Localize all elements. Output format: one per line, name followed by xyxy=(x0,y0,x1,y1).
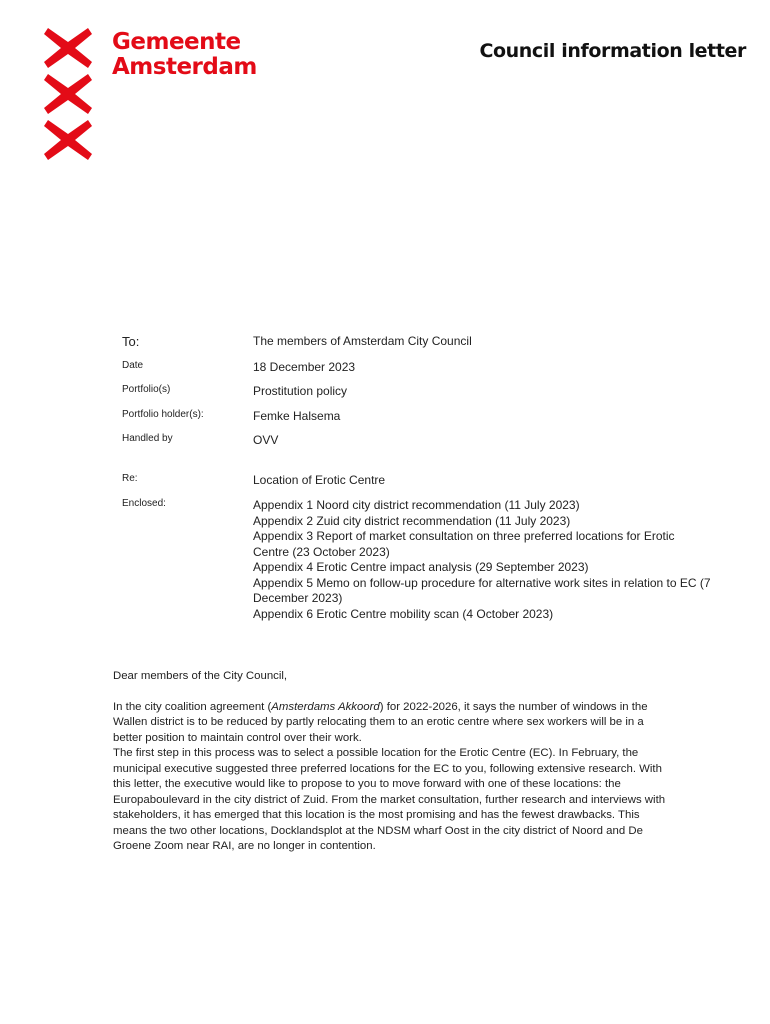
amsterdam-cross-icon xyxy=(44,120,92,160)
amsterdam-cross-icon xyxy=(44,28,92,68)
to-label: To: xyxy=(122,334,140,349)
enclosed-line: Appendix 1 Noord city district recommendation (11 July 2023) xyxy=(253,498,580,512)
portfolio-label: Portfolio(s) xyxy=(122,384,171,395)
enclosed-line: Appendix 6 Erotic Centre mobility scan (4 October 2023) xyxy=(253,606,554,621)
meta-row-holder xyxy=(122,409,742,425)
logo-crosses xyxy=(44,28,92,166)
re-value: Location of Erotic Centre xyxy=(253,472,386,487)
amsterdam-cross-icon xyxy=(44,74,92,114)
enclosed-label: Enclosed: xyxy=(122,498,166,509)
paragraph-1-end: ) for 2022-2026, it says the number of windows in the Wallen district is to be reduced by partly relocating them to an erotic centre where sex workers will be in a better position to maintain control over their work. xyxy=(113,700,648,744)
enclosed-line: Centre (23 October 2023) xyxy=(253,544,390,559)
letter-body xyxy=(113,669,673,855)
enclosed-line: Appendix 2 Zuid city district recommendation (11 July 2023) xyxy=(253,513,571,528)
logo-line-amsterdam: Amsterdam xyxy=(112,54,257,80)
date-value: 18 December 2023 xyxy=(253,359,356,374)
meta-row-enclosed xyxy=(122,498,742,622)
to-value: The members of Amsterdam City Council xyxy=(253,334,472,348)
holder-label: Portfolio holder(s): xyxy=(122,408,204,420)
logo-wordmark xyxy=(112,30,257,80)
paragraph-2: The first step in this process was to select a possible location for the Erotic Centre (EC). In February, the municipal executive suggested three preferred locations for the EC to you, following extensive research. With this letter, the executive would like to propose to you to move forward with one of these locations: the Europaboulevard in the city district of Zuid. From the market consultation, further research and interviews with stakeholders, it has emerged that this location is the most promising and has the fewest drawbacks. This means the two other locations, Docklandsplot at the NDSM wharf Oost in the city district of Noord and De Groene Zoom near RAI, are no longer in contention. xyxy=(113,747,666,852)
date-label: Date xyxy=(122,359,144,371)
handled-value: OVV xyxy=(253,433,279,447)
meta-row-portfolio xyxy=(122,384,742,400)
meta-row-re xyxy=(122,473,742,489)
meta-row-date xyxy=(122,360,742,376)
paragraph-1-start: In the city coalition agreement ( xyxy=(113,700,272,713)
meta-row-handled xyxy=(122,433,742,449)
handled-label: Handled by xyxy=(122,433,173,444)
enclosed-line: December 2023) xyxy=(253,591,343,605)
salutation: Dear members of the City Council, xyxy=(113,670,288,682)
paragraph-1 xyxy=(113,700,673,747)
re-label: Re: xyxy=(122,472,138,484)
holder-value: Femke Halsema xyxy=(253,408,341,423)
letter-metadata xyxy=(122,334,742,622)
logo-line-gemeente: Gemeente xyxy=(112,29,241,55)
enclosed-line: Appendix 4 Erotic Centre impact analysis (29 September 2023) xyxy=(253,560,589,574)
coalition-agreement-name: Amsterdams Akkoord xyxy=(271,700,380,713)
enclosed-line: Appendix 3 Report of market consultation on three preferred locations for Erotic xyxy=(253,529,675,543)
enclosed-list xyxy=(253,498,711,622)
portfolio-value: Prostitution policy xyxy=(253,384,348,398)
meta-row-to xyxy=(122,334,742,350)
enclosed-line: Appendix 5 Memo on follow-up procedure for alternative work sites in relation to EC (7 xyxy=(253,575,711,590)
document-type-title: Council information letter xyxy=(479,40,746,62)
